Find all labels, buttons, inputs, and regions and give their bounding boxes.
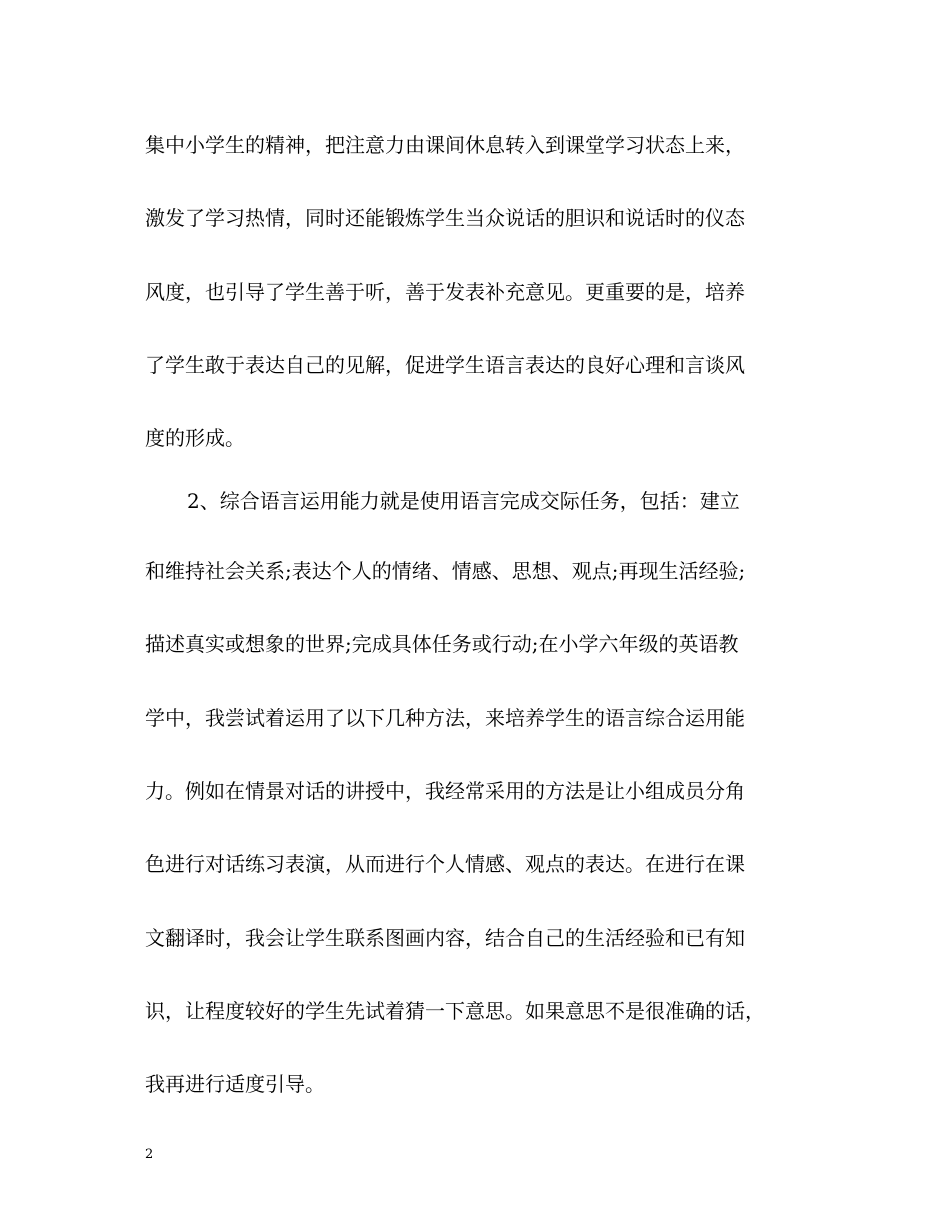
paragraph-line: 风度，也引导了学生善于听，善于发表补充意见。更重要的是，培养 [145,280,745,304]
paragraph-line: 了学生敢于表达自己的见解，促进学生语言表达的良好心理和言谈风 [145,353,745,377]
paragraph-line: 2、综合语言运用能力就是使用语言完成交际任务，包括：建立 [187,489,740,513]
page-number: 2 [145,1147,154,1162]
paragraph-line: 激发了学习热情，同时还能锻炼学生当众说话的胆识和说话时的仪态 [145,206,745,230]
paragraph-line: 文翻译时，我会让学生联系图画内容，结合自己的生活经验和已有知 [145,926,745,950]
paragraph-line: 集中小学生的精神，把注意力由课间休息转入到课堂学习状态上来， [145,133,745,157]
paragraph-line: 色进行对话练习表演，从而进行个人情感、观点的表达。在进行在课 [145,852,745,876]
paragraph-line: 描述真实或想象的世界;完成具体任务或行动;在小学六年级的英语教 [145,632,739,656]
paragraph-line: 我再进行适度引导。 [145,1072,325,1096]
paragraph-line: 学中，我尝试着运用了以下几种方法，来培养学生的语言综合运用能 [145,706,745,730]
paragraph-line: 力。例如在情景对话的讲授中，我经常采用的方法是让小组成员分角 [145,779,745,803]
paragraph-line: 和维持社会关系;表达个人的情绪、情感、思想、观点;再现生活经验; [145,559,746,583]
paragraph-line: 识，让程度较好的学生先试着猜一下意思。如果意思不是很准确的话， [145,999,765,1023]
paragraph-line: 度的形成。 [145,426,245,450]
